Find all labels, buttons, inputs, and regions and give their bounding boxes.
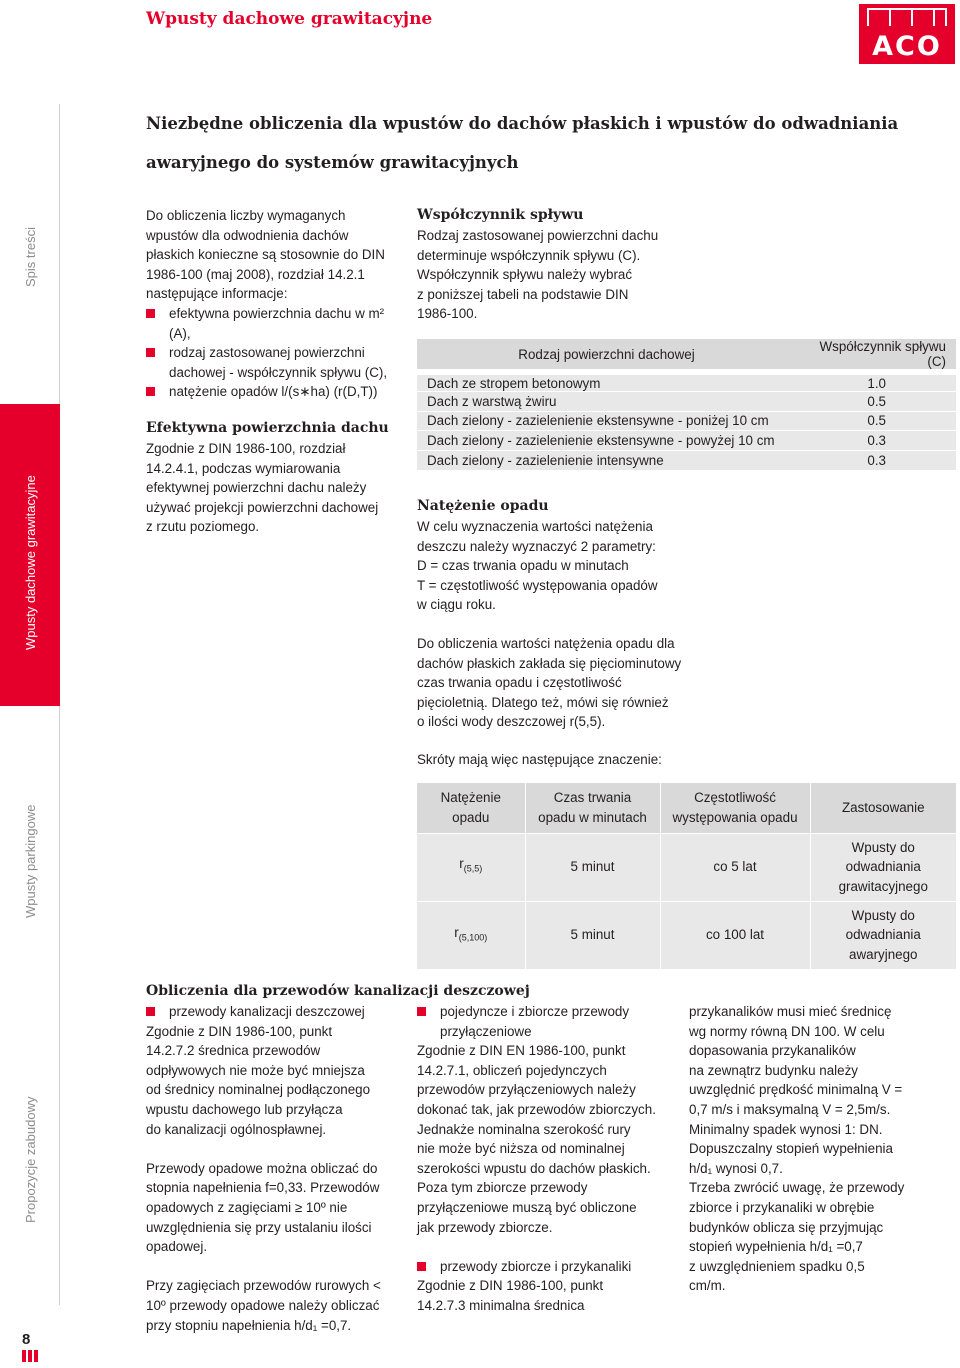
- intro-line: następujące informacje:: [146, 286, 288, 302]
- text-line: Do obliczenia wartości natężenia opadu dla: [417, 636, 675, 651]
- aco-logo: [859, 4, 955, 64]
- list-item-line: natężenie opadów l/(s∗ha) (r(D,T)): [169, 384, 378, 400]
- header-line: Natężenie: [440, 790, 501, 806]
- page-title-line-2: awaryjnego do systemów grawitacyjnych: [146, 153, 519, 172]
- table-cell: Dach zielony - zazielenienie ekstensywne - powyżej 10 cm: [417, 431, 796, 451]
- text-line: Minimalny spadek wynosi 1: DN.: [689, 1121, 883, 1137]
- table-cell: Dach z warstwą żwiru: [417, 392, 796, 412]
- intro-text: [146, 206, 401, 304]
- table-cell: 0.3: [796, 450, 956, 470]
- table-cell: 0.5: [796, 411, 956, 431]
- text-line: w ciągu roku.: [417, 597, 496, 613]
- header-line: opadu: [452, 809, 490, 825]
- text-line: h/d₁ wynosi 0,7.: [689, 1160, 783, 1176]
- intensity-text-2: [417, 634, 737, 732]
- text-line: o ilości wody deszczowej r(5,5).: [417, 714, 606, 730]
- section-heading-effective-area: Efektywna powierzchnia dachu: [146, 420, 389, 436]
- table-header: [810, 783, 956, 833]
- list-item: przewody kanalizacji deszczowej: [146, 1002, 401, 1022]
- text-line: od średnicy nominalnej podłączonego: [146, 1082, 371, 1098]
- text-line: W celu wyznaczenia wartości natężenia: [417, 519, 653, 534]
- text-line: czas trwania opadu i częstotliwość: [417, 675, 622, 691]
- table-header: [525, 783, 660, 833]
- intro-line: płaskich konieczne są stosownie do DIN: [146, 247, 385, 263]
- text-line: Rodzaj zastosowanej powierzchni dachu: [417, 228, 659, 243]
- text-line: opadowych z zagięciami ≥ 10º nie: [146, 1199, 348, 1215]
- text-line: Poza tym zbiorcze przewody: [417, 1180, 588, 1196]
- side-tab-gravity-drains[interactable]: [0, 404, 60, 706]
- side-tab-parking-drains-label: Wpusty parkingowe: [23, 804, 38, 918]
- list-item-line: przyłączeniowe: [440, 1023, 532, 1039]
- table-row: [417, 372, 956, 392]
- table-header: [660, 783, 810, 833]
- abbreviations-intro: Skróty mają więc następujące znaczenie:: [417, 752, 662, 767]
- page-title-line-1: Niezbędne obliczenia dla wpustów do dachów płaskich i wpustów do odwadniania: [146, 114, 899, 133]
- table-row: [417, 431, 956, 451]
- text-line: wg normy równą DN 100. W celu: [689, 1023, 885, 1039]
- text-line: przewodów przyłączeniowych należy: [417, 1082, 636, 1098]
- text-line: Zgodnie z DIN 1986-100, punkt: [417, 1278, 604, 1294]
- intensity-text: [417, 517, 717, 615]
- side-tab-parking-drains[interactable]: [0, 706, 60, 971]
- intro-line: 1986-100 (maj 2008), rozdział 14.2.1: [146, 266, 365, 282]
- side-tab-installation-proposals-label: Propozycje zabudowy: [23, 1096, 38, 1223]
- table-header: Rodzaj powierzchni dachowej: [417, 339, 796, 372]
- side-tab-contents[interactable]: [0, 104, 60, 404]
- document-title: Wpusty dachowe grawitacyjne: [146, 9, 433, 29]
- text-line: Zgodnie z DIN EN 1986-100, punkt: [417, 1043, 626, 1059]
- text-line: 0,7 m/s i maksymalną V = 2,5m/s.: [689, 1101, 891, 1117]
- table-cell: Dach ze stropem betonowym: [417, 372, 796, 392]
- text-line: Jednakże nominalna szerokość rury: [417, 1121, 631, 1137]
- text-line: zbiorce i przykanaliki w obrębie: [689, 1199, 875, 1215]
- symbol: r: [459, 856, 464, 872]
- cell-line: awaryjnego: [849, 947, 918, 963]
- text-line: 14.2.7.1, obliczeń pojedynczych: [417, 1062, 607, 1078]
- text-line: Trzeba zwrócić uwagę, że przewody: [689, 1180, 905, 1196]
- text-line: Przy zagięciach przewodów rurowych <: [146, 1278, 381, 1294]
- list-item-line: efektywna powierzchnia dachu w m²: [169, 306, 385, 321]
- side-tab-gravity-drains-label: Wpusty dachowe grawitacyjne: [23, 475, 38, 650]
- list-item: [417, 1002, 682, 1041]
- side-tab-contents-label: Spis treści: [23, 227, 38, 287]
- list-item-line: rodzaj zastosowanej powierzchni: [169, 345, 365, 361]
- text-line: przy stopniu napełnienia h/d₁ =0,7.: [146, 1317, 352, 1333]
- table-cell: 0.3: [796, 431, 956, 451]
- text-line: z poniższej tabeli na podstawie DIN: [417, 286, 629, 302]
- list-item: [146, 382, 401, 402]
- page-title: [146, 104, 946, 182]
- text-line: Współczynnik spływu należy wybrać: [417, 267, 633, 283]
- table-cell: 0.5: [796, 392, 956, 412]
- page-number: 8: [22, 1331, 31, 1348]
- text-line: pięcioletnią. Dlatego też, mówi się również: [417, 694, 669, 710]
- text-line: T = częstotliwość występowania opadów: [417, 577, 658, 593]
- text-line: nie może być niższa od nominalnej: [417, 1141, 625, 1157]
- list-item-line: dachowej - współczynnik spływu (C),: [169, 364, 388, 380]
- section-heading-pipes: Obliczenia dla przewodów kanalizacji deszczowej: [146, 983, 530, 999]
- intro-line: wpustów dla odwodnienia dachów: [146, 227, 349, 243]
- text-line: 14.2.7.3 minimalna średnica: [417, 1297, 585, 1313]
- header-line: występowania opadu: [672, 809, 798, 825]
- symbol-subscript: (5,5): [463, 864, 483, 875]
- table-cell: Dach zielony - zazielenienie intensywne: [417, 450, 796, 470]
- text-line: stopnia napełnienia f=0,33. Przewodów: [146, 1180, 380, 1196]
- symbol: r: [454, 924, 459, 940]
- text-line: 14.2.4.1, podczas wymiarowania: [146, 460, 341, 476]
- list-item: przewody zbiorcze i przykanaliki: [417, 1257, 682, 1277]
- table-header-row: [417, 339, 956, 372]
- header-line: opadu w minutach: [538, 809, 647, 825]
- text-line: dopasowania przykanalików: [689, 1043, 856, 1059]
- runoff-coefficient-table: [417, 339, 956, 470]
- text-line: przykanalików musi mieć średnicę: [689, 1004, 892, 1019]
- table-cell: co 100 lat: [660, 901, 810, 969]
- header-line: Zastosowanie: [841, 799, 925, 815]
- section-heading-intensity: Natężenie opadu: [417, 498, 549, 514]
- table-cell: [810, 833, 956, 901]
- text-line: odpływowych nie może być mniejsza: [146, 1062, 365, 1078]
- table-cell: Dach zielony - zazielenienie ekstensywne - poniżej 10 cm: [417, 411, 796, 431]
- table-cell: 5 minut: [525, 833, 660, 901]
- header-line: Częstotliwość: [694, 790, 776, 806]
- text-line: Zgodnie z DIN 1986-100, punkt: [146, 1023, 333, 1039]
- table-header: [417, 783, 525, 833]
- text-line: Dopuszczalny stopień wypełnienia: [689, 1141, 893, 1157]
- text-line: opadowej.: [146, 1239, 208, 1255]
- table-row: [417, 411, 956, 431]
- text-line: determinuje współczynnik spływu (C).: [417, 247, 641, 263]
- text-line: na zewnątrz budynku należy: [689, 1062, 858, 1078]
- text-line: przyłączeniowe muszą być obliczone: [417, 1199, 637, 1215]
- runoff-text: [417, 226, 697, 324]
- pipes-column-3: [689, 1002, 954, 1296]
- text-line: 10º przewody opadowe należy obliczać: [146, 1297, 380, 1313]
- table-cell: 5 minut: [525, 901, 660, 969]
- text-line: do kanalizacji ogólnospławnej.: [146, 1121, 327, 1137]
- text-line: dokonać tak, jak przewodów zbiorczych.: [417, 1101, 656, 1117]
- text-line: Przewody opadowe można obliczać do: [146, 1160, 378, 1176]
- page-mark-icon: [22, 1350, 38, 1362]
- list-item-line: pojedyncze i zbiorcze przewody: [440, 1004, 630, 1019]
- table-cell: [810, 901, 956, 969]
- intro-line: Do obliczenia liczby wymaganych: [146, 208, 346, 223]
- effective-area-text: [146, 439, 401, 537]
- text-line: cm/m.: [689, 1278, 726, 1294]
- list-item: [146, 343, 401, 382]
- table-cell: [417, 833, 525, 901]
- pipes-column-1: [146, 1002, 401, 1335]
- cell-line: odwadniania: [845, 859, 921, 875]
- required-info-list: [146, 304, 401, 402]
- side-tab-installation-proposals[interactable]: [0, 971, 60, 1305]
- symbol-subscript: (5,100): [458, 932, 488, 943]
- text-line: deszczu należy wyznaczyć 2 parametry:: [417, 538, 656, 554]
- cell-line: Wpusty do: [851, 839, 915, 855]
- table-row: [417, 392, 956, 412]
- table-header: Współczynnik spływu (C): [796, 339, 956, 372]
- text-line: dachów płaskich zakłada się pięciominutowy: [417, 655, 682, 671]
- text-line: jak przewody zbiorcze.: [417, 1219, 553, 1235]
- text-line: uwzględnienia się przy ustalaniu ilości: [146, 1219, 372, 1235]
- table-row: [417, 450, 956, 470]
- section-heading-runoff: Współczynnik spływu: [417, 207, 584, 223]
- table-header-row: [417, 783, 956, 833]
- text-line: Zgodnie z DIN 1986-100, rozdział: [146, 441, 346, 456]
- cell-line: odwadniania: [845, 927, 921, 943]
- logo-text: ACO: [872, 31, 942, 62]
- header-line: Czas trwania: [553, 790, 632, 806]
- table-cell: 1.0: [796, 372, 956, 392]
- table-row: [417, 901, 956, 969]
- text-line: szerokości wpustu do dachów płaskich.: [417, 1160, 651, 1176]
- text-line: używać projekcji powierzchni dachowej: [146, 499, 379, 515]
- text-line: budynków oblicza się przyjmując: [689, 1219, 884, 1235]
- abbreviations-table: [417, 783, 956, 969]
- text-line: z uwzględnieniem spadku 0,5: [689, 1258, 865, 1274]
- table-row: [417, 833, 956, 901]
- text-line: 14.2.7.2 średnica przewodów: [146, 1043, 321, 1059]
- text-line: uwzględnić prędkość minimalną V =: [689, 1082, 903, 1098]
- text-line: 1986-100.: [417, 306, 478, 322]
- text-line: stopień wypełnienia h/d₁ =0,7: [689, 1239, 863, 1255]
- text-line: D = czas trwania opadu w minutach: [417, 558, 629, 574]
- cell-line: Wpusty do: [851, 907, 915, 923]
- text-line: wpustu dachowego lub przyłącza: [146, 1101, 343, 1117]
- table-cell: co 5 lat: [660, 833, 810, 901]
- pipes-column-2: [417, 1002, 682, 1316]
- list-item-line: (A),: [169, 325, 191, 341]
- cell-line: grawitacyjnego: [838, 878, 928, 894]
- text-line: z rzutu poziomego.: [146, 519, 260, 535]
- table-cell: [417, 901, 525, 969]
- text-line: efektywnej powierzchni dachu należy: [146, 480, 367, 496]
- list-item: [146, 304, 401, 343]
